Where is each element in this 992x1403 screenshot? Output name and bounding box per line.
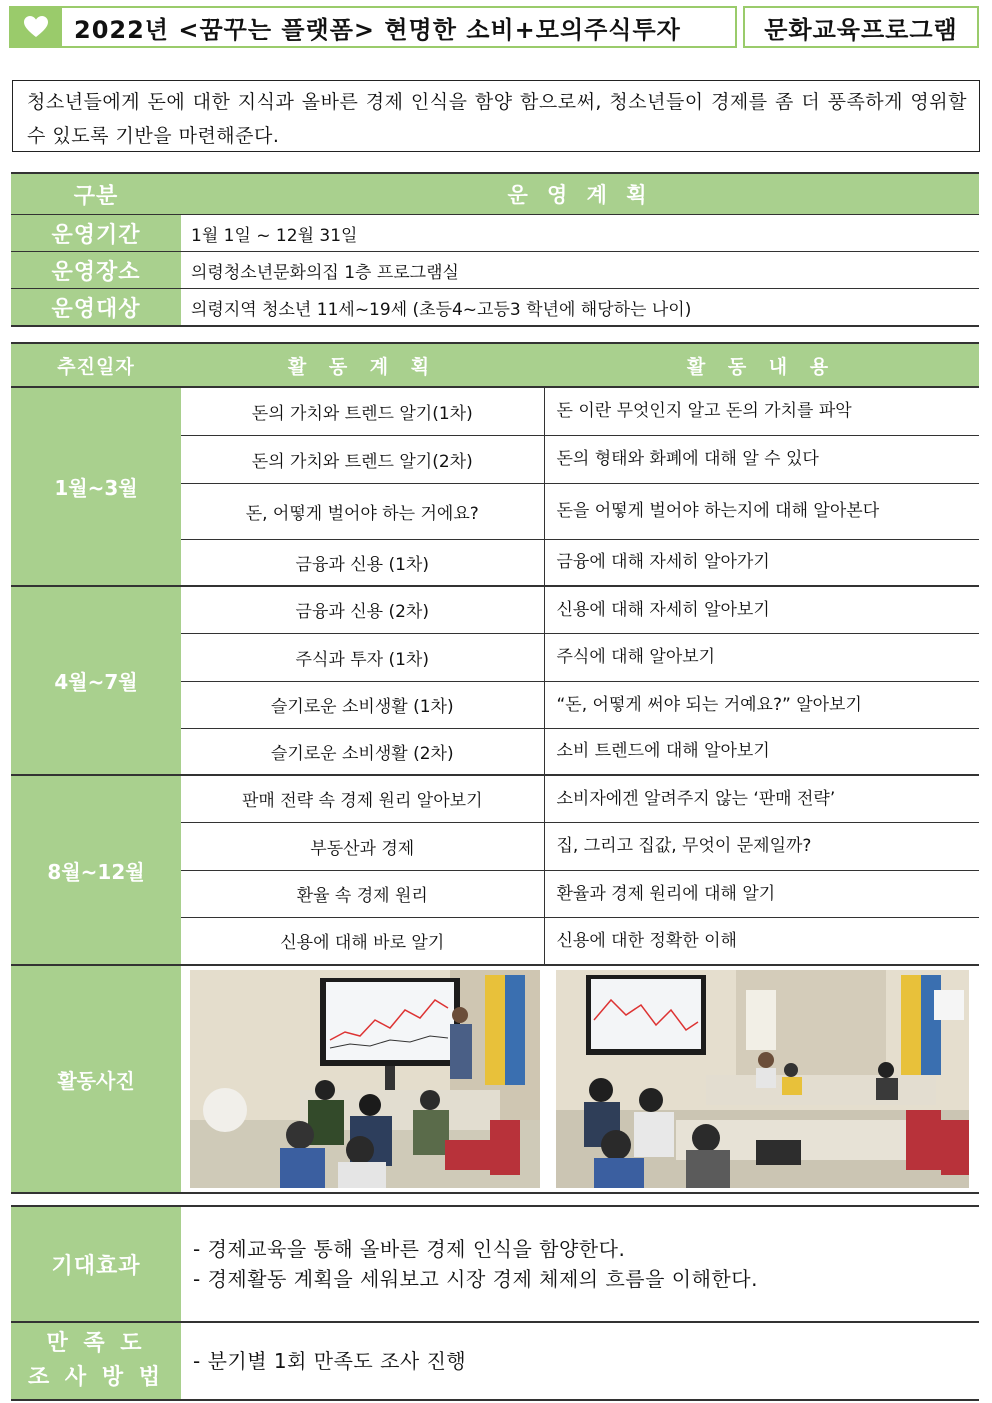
table-row <box>11 387 979 435</box>
content-cell: 돈의 형태와 화폐에 대해 알 수 있다 <box>544 435 979 483</box>
plan-cell: 돈, 어떻게 벌어야 하는 거에요? <box>181 483 544 539</box>
plan-cell: 돈의 가치와 트렌드 알기(2차) <box>181 435 544 483</box>
effects-cell <box>181 1206 979 1322</box>
plan-cell: 신용에 대해 바로 알기 <box>181 917 544 965</box>
head-date: 추진일자 <box>11 343 181 387</box>
overview-table <box>11 172 979 327</box>
plan-cell: 주식과 투자 (1차) <box>181 633 544 681</box>
effects-label: 기대효과 <box>11 1206 181 1322</box>
content-cell: 신용에 대한 정확한 이해 <box>544 917 979 965</box>
period-q2: 4월~7월 <box>11 586 181 775</box>
table-row <box>11 586 979 633</box>
schedule-table <box>11 342 979 1194</box>
content-cell: 환율과 경제 원리에 대해 알기 <box>544 870 979 917</box>
plan-cell: 판매 전략 속 경제 원리 알아보기 <box>181 775 544 822</box>
content-cell: 소비 트렌드에 대해 알아보기 <box>544 728 979 775</box>
photo-label: 활동사진 <box>11 965 181 1193</box>
content-cell: 금융에 대해 자세히 알아가기 <box>544 539 979 586</box>
row-label-period: 운영기간 <box>11 215 181 252</box>
table-row <box>11 775 979 822</box>
overview-val-head: 운 영 계 획 <box>181 173 979 215</box>
effects-line: - 경제교육을 통해 올바른 경제 인식을 함양한다. <box>193 1237 626 1261</box>
plan-cell: 환율 속 경제 원리 <box>181 870 544 917</box>
activity-photo-2 <box>556 970 969 1188</box>
effects-row <box>11 1206 979 1322</box>
content-cell: “돈, 어떻게 써야 되는 거예요?” 알아보기 <box>544 681 979 728</box>
row-value-place: 의령청소년문화의집 1층 프로그램실 <box>181 252 979 289</box>
intro-text: 청소년들에게 돈에 대한 지식과 올바른 경제 인식을 함양 함으로써, 청소년들이 경제를 좀 더 풍족하게 영위할 수 있도록 기반을 마련해준다. <box>12 80 980 152</box>
row-label-target: 운영대상 <box>11 289 181 327</box>
overview-col-head: 구분 <box>11 173 181 215</box>
survey-row <box>11 1322 979 1400</box>
survey-label-line2: 조 사 방 법 <box>28 1365 164 1390</box>
survey-text: - 분기별 1회 만족도 조사 진행 <box>181 1322 979 1400</box>
content-cell: 돈 이란 무엇인지 알고 돈의 가치를 파악 <box>544 387 979 435</box>
period-q1: 1월~3월 <box>11 387 181 586</box>
head-plan: 활 동 계 획 <box>181 343 544 387</box>
plan-cell: 금융과 신용 (1차) <box>181 539 544 586</box>
page-title: 2022년 <꿈꾸는 플랫폼> 현명한 소비+모의주식투자 <box>62 6 737 48</box>
activity-photo-1 <box>190 970 540 1188</box>
plan-cell: 돈의 가치와 트렌드 알기(1차) <box>181 387 544 435</box>
row-label-place: 운영장소 <box>11 252 181 289</box>
effects-line: - 경제활동 계획을 세워보고 시장 경제 체제의 흐름을 이해한다. <box>193 1267 758 1291</box>
plan-cell: 부동산과 경제 <box>181 822 544 870</box>
survey-label <box>11 1322 181 1400</box>
heart-icon <box>9 6 62 48</box>
program-category: 문화교육프로그램 <box>743 6 979 48</box>
photo-cell <box>181 965 979 1193</box>
content-cell: 집, 그리고 집값, 무엇이 문제일까? <box>544 822 979 870</box>
schedule-header-row <box>11 343 979 387</box>
table-row <box>11 252 979 289</box>
row-value-target: 의령지역 청소년 11세~19세 (초등4~고등3 학년에 해당하는 나이) <box>181 289 979 327</box>
page-header <box>9 6 979 48</box>
head-content: 활 동 내 용 <box>544 343 979 387</box>
content-cell: 소비자에겐 알려주지 않는 ‘판매 전략’ <box>544 775 979 822</box>
plan-cell: 슬기로운 소비생활 (1차) <box>181 681 544 728</box>
overview-header-row <box>11 173 979 215</box>
period-q3: 8월~12월 <box>11 775 181 965</box>
plan-cell: 금융과 신용 (2차) <box>181 586 544 633</box>
effects-table <box>11 1205 979 1401</box>
content-cell: 신용에 대해 자세히 알아보기 <box>544 586 979 633</box>
plan-cell: 슬기로운 소비생활 (2차) <box>181 728 544 775</box>
photo-row <box>11 965 979 1193</box>
table-row <box>11 289 979 327</box>
content-cell: 주식에 대해 알아보기 <box>544 633 979 681</box>
survey-label-line1: 만 족 도 <box>46 1331 146 1356</box>
content-cell: 돈을 어떻게 벌어야 하는지에 대해 알아본다 <box>544 483 979 539</box>
table-row <box>11 215 979 252</box>
row-value-period: 1월 1일 ~ 12월 31일 <box>181 215 979 252</box>
